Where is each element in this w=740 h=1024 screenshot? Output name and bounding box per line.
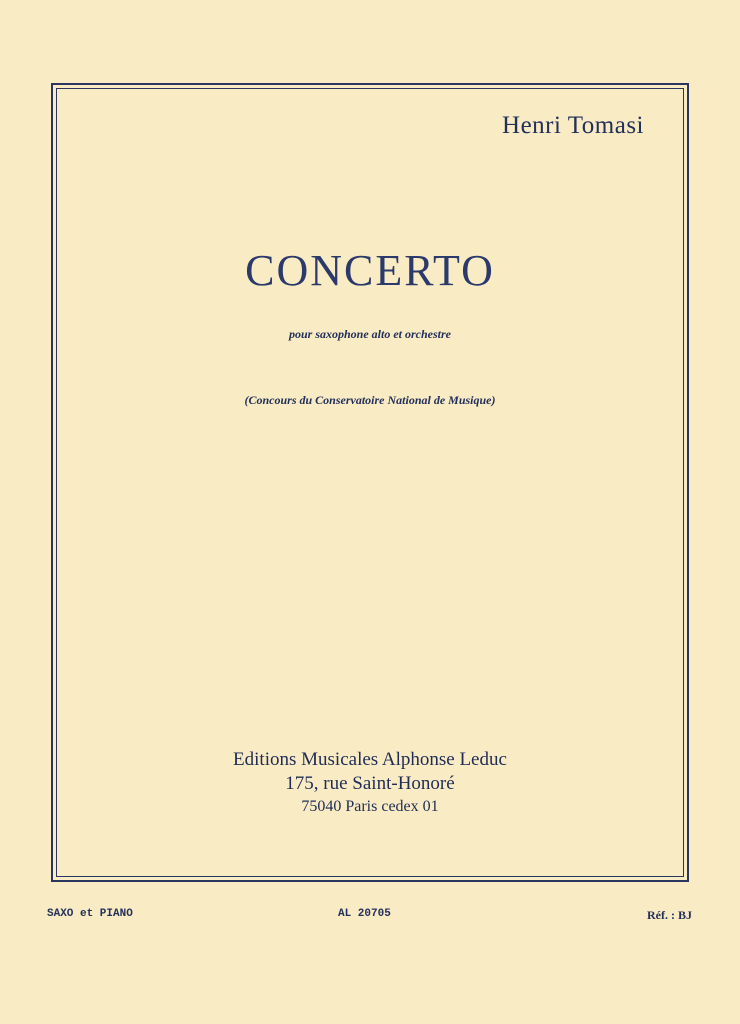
publisher-city: 75040 Paris cedex 01 <box>301 798 439 815</box>
work-subtitle: pour saxophone alto et orchestre <box>288 327 451 341</box>
competition-note: (Concours du Conservatoire National de Musique) <box>244 393 496 407</box>
instrumentation-label: SAXO et PIANO <box>47 908 133 920</box>
reference-code: Réf. : BJ <box>647 908 692 922</box>
catalog-number: AL 20705 <box>338 908 391 920</box>
composer-name: Henri Tomasi <box>502 112 644 139</box>
publisher-street: 175, rue Saint-Honoré <box>285 773 455 794</box>
publisher-name: Editions Musicales Alphonse Leduc <box>233 749 507 770</box>
work-title: CONCERTO <box>245 246 495 295</box>
publisher-block <box>0 748 740 818</box>
